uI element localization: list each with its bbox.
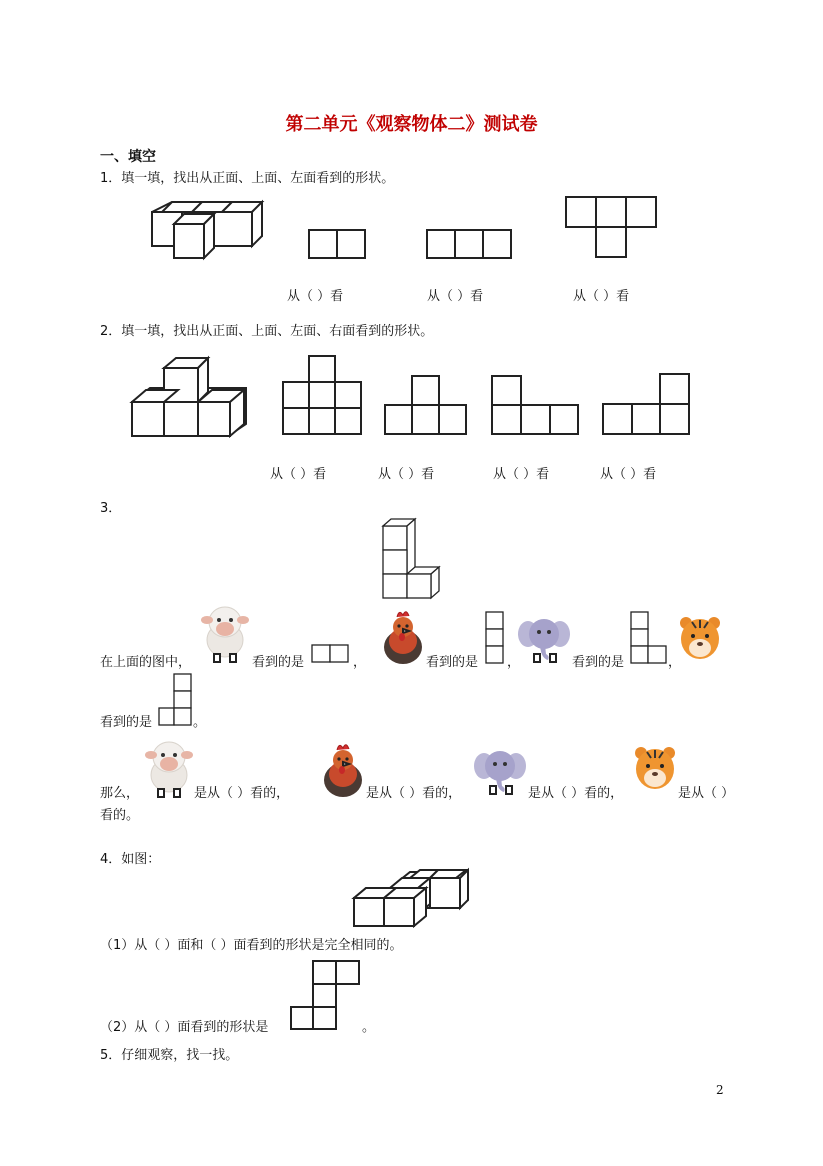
sheep-icon (143, 739, 195, 797)
q4-cube-figure (352, 868, 472, 930)
q3-number: 3． (100, 501, 122, 516)
q4-sub2[interactable]: （2）从（ ）面看到的形状是 (100, 1020, 269, 1035)
elephant-icon (474, 746, 526, 796)
q3-text-seen-4: 看到的是 (100, 715, 153, 730)
q3-answer-rooster[interactable]: 是从（ ）看的， (366, 786, 462, 801)
q4-sub1[interactable]: （1）从（ ）面和（ ）面看到的形状是完全相同的。 (100, 938, 403, 953)
q3-text-seen-2: 看到的是 (426, 655, 479, 670)
q3-answer-sheep[interactable]: 是从（ ）看的， (194, 786, 290, 801)
q3-comma-2: ， (507, 655, 521, 670)
q2-cube-figure (130, 356, 255, 438)
q1-answer-1[interactable]: 从（ ）看 (287, 289, 344, 304)
q2-view-l-left (491, 375, 581, 437)
q1-cube-figure (148, 198, 268, 263)
q2-view-t-up (384, 375, 470, 437)
elephant-icon (518, 614, 570, 664)
q1-stem: 1．填一填，找出从正面、上面、左面看到的形状。 (100, 171, 395, 186)
q2-view-l-right (602, 373, 692, 437)
q3-text-then: 那么， (100, 786, 140, 801)
q3-comma-3: ， (668, 655, 682, 670)
q1-view-three-squares (426, 229, 516, 261)
tiger-icon (633, 744, 677, 794)
q2-answer-4[interactable]: 从（ ）看 (600, 467, 657, 482)
q3-inline-column-three (485, 611, 505, 667)
tiger-icon (678, 614, 722, 664)
q1-view-t-shape (565, 196, 660, 261)
q4-stem: 4．如图： (100, 852, 161, 867)
q3-inline-l-shape-2 (158, 673, 198, 729)
q3-text-end: 看的。 (100, 808, 140, 823)
q3-answer-elephant[interactable]: 是从（ ）看的， (528, 786, 624, 801)
q4-view-shape (290, 959, 362, 1031)
q2-answer-3[interactable]: 从（ ）看 (493, 467, 550, 482)
q4-sub2-end: 。 (362, 1020, 376, 1035)
q3-inline-l-shape (630, 611, 670, 667)
q5-stem: 5．仔细观察，找一找。 (100, 1048, 239, 1063)
page-number: 2 (716, 1083, 724, 1097)
q3-text-intro: 在上面的图中， (100, 655, 192, 670)
q3-period: 。 (193, 715, 207, 730)
q1-answer-2[interactable]: 从（ ）看 (427, 289, 484, 304)
q2-answer-1[interactable]: 从（ ）看 (270, 467, 327, 482)
q3-inline-two-squares (311, 644, 351, 664)
q3-text-seen-1: 看到的是 (252, 655, 305, 670)
q1-answer-3[interactable]: 从（ ）看 (573, 289, 630, 304)
q2-answer-2[interactable]: 从（ ）看 (378, 467, 435, 482)
section-heading: 一、填空 (100, 149, 156, 165)
sheep-icon (199, 604, 251, 662)
q3-comma-1: ， (353, 655, 367, 670)
q3-answer-tiger[interactable]: 是从（ ） (678, 786, 735, 801)
q1-view-two-squares (308, 229, 368, 261)
q3-text-seen-3: 看到的是 (572, 655, 625, 670)
page-title: 第二单元《观察物体二》测试卷 (285, 114, 538, 135)
rooster-icon (322, 740, 364, 798)
rooster-icon (382, 607, 424, 665)
q2-stem: 2．填一填，找出从正面、上面、左面、右面看到的形状。 (100, 324, 434, 339)
q2-view-front (282, 355, 364, 437)
q3-cube-figure (382, 518, 444, 602)
